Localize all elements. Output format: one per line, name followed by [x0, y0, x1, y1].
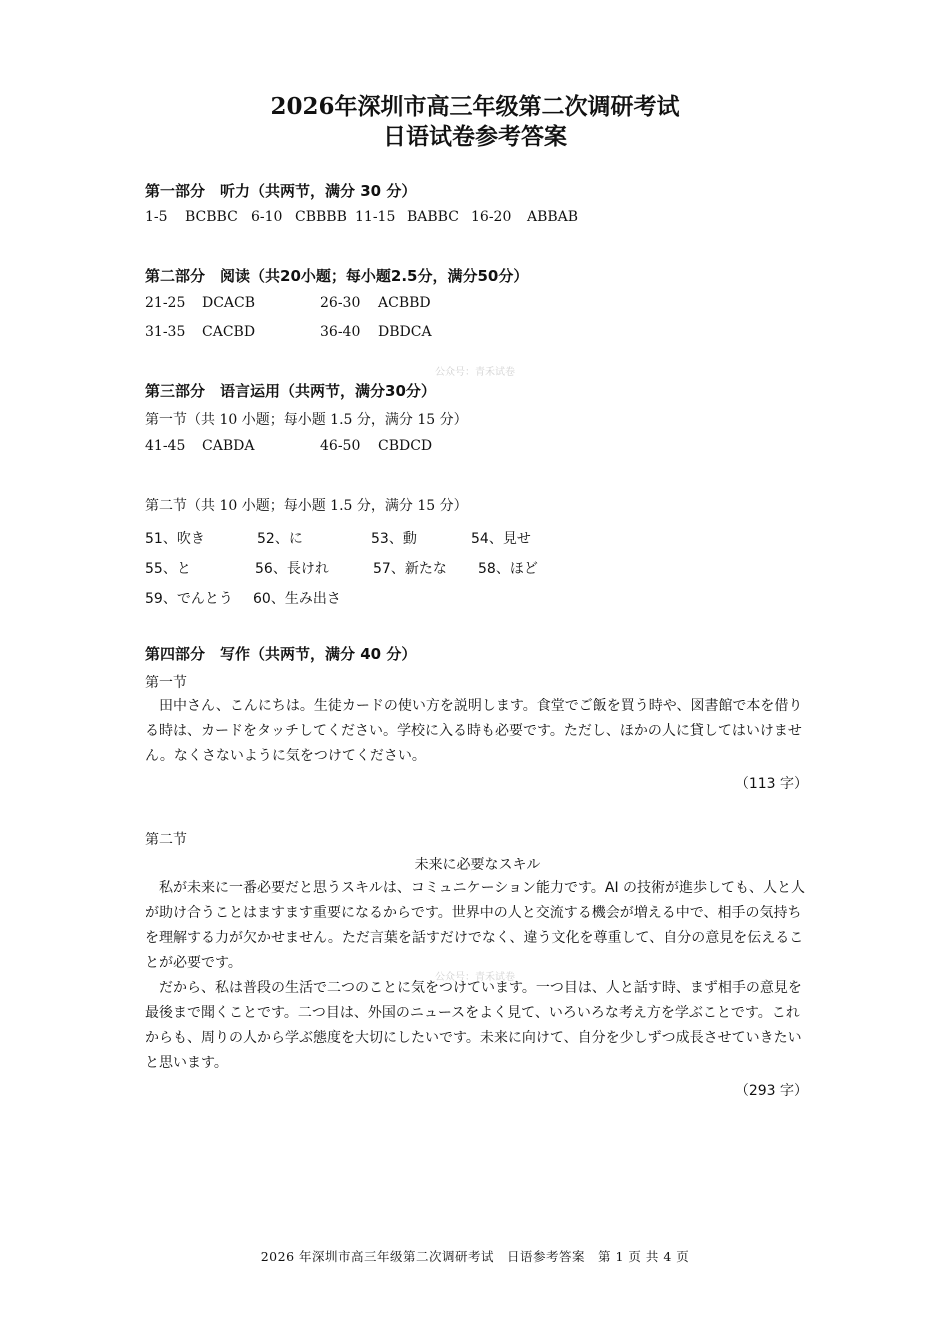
- fill-answer: 51、吹き: [145, 531, 205, 547]
- part2-heading: 第二部分 阅读（共20小题；每小题2.5分，满分50分）: [145, 267, 529, 285]
- answer-range: 21-25: [145, 295, 186, 311]
- part3-heading: 第三部分 语言运用（共两节，满分30分）: [145, 382, 436, 400]
- answer-value: BCBBC: [185, 209, 238, 225]
- section2-char-count: （293 字）: [734, 1083, 808, 1099]
- part2-answers-row2: [145, 324, 432, 340]
- answer-range: 31-35: [145, 324, 186, 340]
- fill-answer: 52、に: [257, 531, 303, 547]
- fill-answer: 60、生み出さ: [253, 591, 341, 607]
- answer-value: ABBAB: [527, 209, 579, 225]
- part1-heading: 第一部分 听力（共两节，满分 30 分）: [145, 182, 417, 200]
- part3-section2-answers-row1: [145, 528, 531, 548]
- essay-title: 未来に必要なスキル: [414, 857, 541, 873]
- part3-section2-answers-row3: [145, 588, 341, 608]
- fill-answer: 58、ほど: [478, 561, 538, 577]
- answer-range: 16-20: [471, 209, 512, 225]
- fill-answer: 54、見せ: [471, 531, 531, 547]
- part2-answers-row1: [145, 295, 431, 311]
- answer-range: 41-45: [145, 438, 186, 454]
- fill-answer: 56、長けれ: [255, 561, 329, 577]
- fill-answer: 59、でんとう: [145, 591, 233, 607]
- watermark: 公众号：青禾试卷: [435, 972, 515, 983]
- answer-range: 46-50: [320, 438, 361, 454]
- part3-section2-answers-row2: [145, 558, 538, 578]
- page-footer: 2026 年深圳市高三年级第二次调研考试 日语参考答案 第 1 页 共 4 页: [260, 1249, 690, 1264]
- part3-section1-label: 第一节（共 10 小题；每小题 1.5 分，满分 15 分）: [145, 412, 468, 428]
- section1-answer-text: 田中さん、こんにちは。生徒カードの使い方を説明します。食堂でご飯を買う時や、図書館で本を借りる時は、カードをタッチしてください。学校に入る時も必要です。ただし、ほかの人に貸してはいけません。なくさないように気をつけてください。: [145, 698, 803, 764]
- section1-char-count: （113 字）: [734, 776, 808, 792]
- answer-range: 26-30: [320, 295, 361, 311]
- part3-section2-label: 第二节（共 10 小题；每小题 1.5 分，满分 15 分）: [145, 498, 468, 514]
- answer-value: ACBBD: [378, 295, 431, 311]
- answer-range: 11-15: [355, 209, 396, 225]
- answer-value: DBDCA: [378, 324, 432, 340]
- document-title: 2026年深圳市高三年级第二次调研考试: [270, 93, 680, 120]
- essay-paragraph-1: 私が未来に一番必要だと思うスキルは、コミュニケーション能力です。AI の技術が進歩しても、人と人が助け合うことはますます重要になるからです。世界中の人と交流する機会が増える中で、相手の気持ちを理解する力が欠かせません。ただ言葉を話すだけでなく、違う文化を尊重して、自分の意見を伝えることが必要です。: [145, 880, 806, 971]
- answer-value: DCACB: [202, 295, 256, 311]
- watermark: 公众号：青禾试卷: [435, 367, 515, 378]
- answer-range: 6-10: [251, 209, 283, 225]
- fill-answer: 57、新たな: [373, 561, 447, 577]
- answer-value: CBBBB: [295, 209, 347, 225]
- essay-paragraph-2: だから、私は普段の生活で二つのことに気をつけています。一つ目は、人と話す時、まず相手の意見を最後まで聞くことです。二つ目は、外国のニュースをよく見て、いろいろな考え方を学ぶことです。これからも、周りの人から学ぶ態度を大切にしたいです。未来に向けて、自分を少しずつ成長させていきたいと思います。: [145, 980, 802, 1071]
- fill-answer: 53、動: [371, 531, 417, 547]
- fill-answer: 55、と: [145, 561, 191, 577]
- answer-value: CACBD: [202, 324, 256, 340]
- part4-heading: 第四部分 写作（共两节，满分 40 分）: [145, 645, 417, 663]
- part1-answers: [145, 209, 578, 225]
- part3-section1-answers: [145, 438, 432, 454]
- part4-section1-label: 第一节: [145, 675, 187, 691]
- part4-section2-label: 第二节: [145, 832, 187, 848]
- answer-value: BABBC: [407, 209, 459, 225]
- answer-value: CABDA: [202, 438, 255, 454]
- document-subtitle: 日语试卷参考答案: [383, 123, 567, 150]
- answer-value: CBDCD: [378, 438, 433, 454]
- answer-range: 36-40: [320, 324, 361, 340]
- answer-range: 1-5: [145, 209, 168, 225]
